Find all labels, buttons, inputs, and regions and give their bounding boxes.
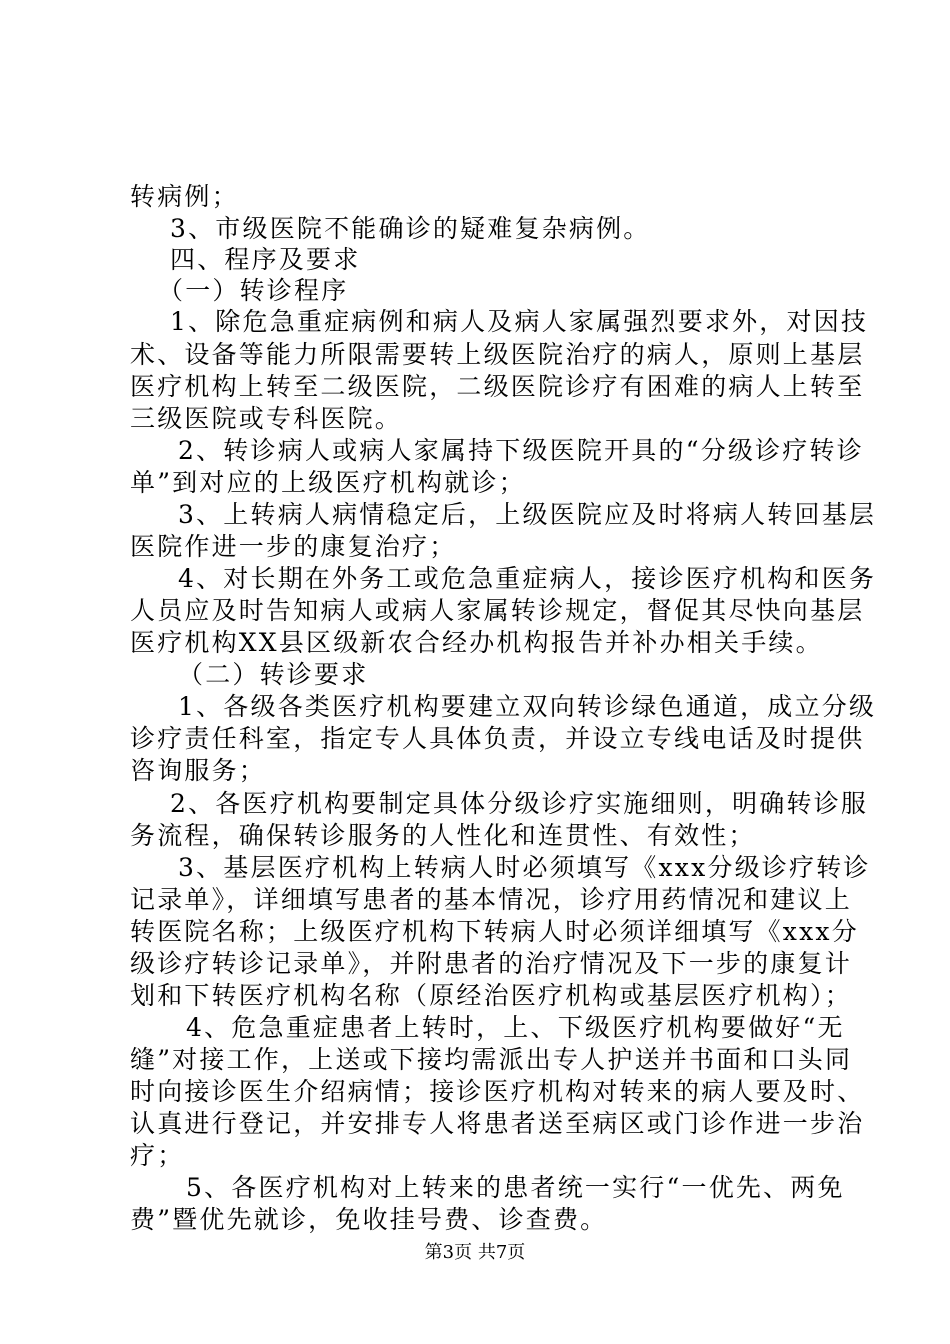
text-line: 费”暨优先就诊，免收挂号费、诊查费。 — [130, 1205, 608, 1234]
text-line: 疗； — [130, 1141, 185, 1170]
section-heading: 四、程序及要求 — [170, 245, 361, 274]
text-line: 3、市级医院不能确诊的疑难复杂病例。 — [170, 214, 651, 243]
text-line: 级诊疗转诊记录单》，并附患者的治疗情况及下一步的康复计 — [130, 949, 852, 978]
text-line: 2、各医疗机构要制定具体分级诊疗实施细则，明确转诊服 — [170, 789, 869, 818]
text-line: 务流程，确保转诊服务的人性化和连贯性、有效性； — [130, 821, 756, 850]
text-line: 术、设备等能力所限需要转上级医院治疗的病人，原则上基层 — [130, 340, 865, 369]
subsection-heading: （一）转诊程序 — [158, 276, 349, 305]
text-line: 转医院名称；上级医疗机构下转病人时必须详细填写《xxx分 — [130, 917, 859, 946]
text-line: 咨询服务； — [130, 756, 267, 785]
text-line: 4、对长期在外务工或危急重症病人，接诊医疗机构和医务 — [178, 564, 877, 593]
text-line: 5、各医疗机构对上转来的患者统一实行“一优先、两免 — [186, 1173, 845, 1202]
text-line: 1、各级各类医疗机构要建立双向转诊绿色通道，成立分级 — [178, 692, 877, 721]
text-line: 医疗机构上转至二级医院，二级医院诊疗有困难的病人上转至 — [130, 372, 865, 401]
text-line: 4、危急重症患者上转时，上、下级医疗机构要做好“无 — [186, 1013, 845, 1042]
text-line: 医院作进一步的康复治疗； — [130, 532, 457, 561]
text-line: 转病例； — [130, 182, 239, 211]
text-line: 诊疗责任科室，指定专人具体负责，并设立专线电话及时提供 — [130, 724, 865, 753]
text-line: 认真进行登记，并安排专人将患者送至病区或门诊作进一步治 — [130, 1109, 865, 1138]
text-line: 三级医院或专科医院。 — [130, 404, 403, 433]
text-line: 缝”对接工作，上送或下接均需派出专人护送并书面和口头同 — [130, 1045, 853, 1074]
text-line: 3、基层医疗机构上转病人时必须填写《xxx分级诊疗转诊 — [178, 853, 871, 882]
subsection-heading: （二）转诊要求 — [178, 660, 369, 689]
text-line: 医疗机构XX县区级新农合经办机构报告并补办相关手续。 — [130, 628, 823, 657]
text-line: 时向接诊医生介绍病情；接诊医疗机构对转来的病人要及时、 — [130, 1077, 865, 1106]
text-line: 人员应及时告知病人或病人家属转诊规定，督促其尽快向基层 — [130, 596, 865, 625]
text-line: 记录单》，详细填写患者的基本情况，诊疗用药情况和建议上 — [130, 885, 852, 914]
text-line: 2、转诊病人或病人家属持下级医院开具的“分级诊疗转诊 — [178, 436, 864, 465]
text-line: 3、上转病人病情稳定后，上级医院应及时将病人转回基层 — [178, 500, 877, 529]
text-line: 1、除危急重症病例和病人及病人家属强烈要求外，对因技 — [170, 307, 869, 336]
text-line: 划和下转医疗机构名称（原经治医疗机构或基层医疗机构）； — [130, 981, 852, 1010]
text-line: 单”到对应的上级医疗机构就诊； — [130, 468, 526, 497]
page-number-footer: 第3页 共7页 — [424, 1242, 526, 1263]
